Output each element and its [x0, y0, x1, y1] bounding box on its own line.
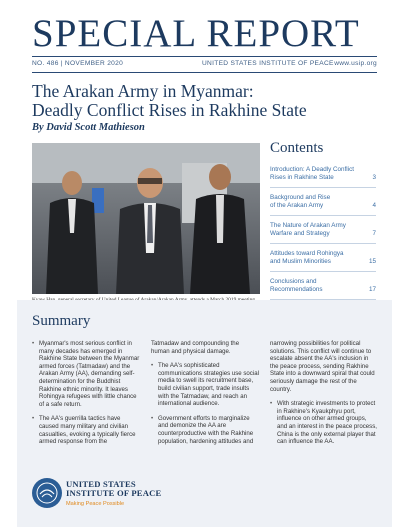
table-of-contents [270, 160, 376, 300]
summary-column-1 [32, 340, 140, 453]
globe-seal-icon [32, 478, 62, 508]
toc-item-conclusions[interactable] [270, 272, 376, 300]
title-line-2: Deadly Conflict Rises in Rakhine State [32, 100, 307, 120]
masthead: SPECIAL REPORT [32, 12, 360, 55]
toc-line-1: The Nature of Arakan Army [270, 222, 346, 229]
summary-bullet: • The AA's sophisticated communications strategies use social media to swell its recruitment base, build civilian support, trade insults with the Tatmadaw, and reach an international audience. [151, 362, 259, 408]
report-title [32, 82, 382, 120]
toc-line-2: Rises in Rakhine State [270, 174, 334, 181]
toc-line-1: Background and Rise [270, 194, 331, 201]
summary-continuation: narrowing possibilities for political solutions. This conflict will continue to escalate absent the AA's inclusion in the peace process, sending Rakhine State into a downward spiral that could seriously damage the rest of the country. [270, 340, 375, 393]
usip-logo [32, 476, 182, 512]
author: By David Scott Mathieson [32, 122, 145, 133]
meta-rule [32, 72, 377, 73]
logo-line-1: UNITED STATES [66, 479, 136, 489]
cover-photo [32, 143, 260, 294]
toc-page: 15 [368, 258, 376, 265]
logo-line-2: INSTITUTE OF PEACE [66, 488, 162, 498]
toc-item-introduction[interactable] [270, 160, 376, 188]
org-line: UNITED STATES INSTITUTE OF PEACE [202, 60, 334, 67]
logo-wordmark [66, 480, 161, 498]
contents-title: Contents [270, 140, 324, 156]
url-line[interactable]: www.usip.org [334, 60, 377, 67]
toc-page: 4 [372, 202, 376, 209]
summary-continuation: Tatmadaw and compounding the human and physical damage. [151, 340, 240, 355]
summary-column-3 [270, 340, 378, 453]
toc-item-background[interactable] [270, 188, 376, 216]
toc-page: 7 [372, 230, 376, 237]
summary-bullet: • Myanmar's most serious conflict in many decades has emerged in Rakhine State between the Myanmar armed forces (Tatmadaw) and the Arakan Army (AA), demanding self-determination for the Buddhist Rakhine ethnic minority. It leaves Rohingya refugees with little chance of a safe return. [32, 340, 140, 408]
summary-bullet: • With strategic investments to protect in Rakhine's Kyaukphyu port, influence on other armed groups, and an interest in the peace process, China is the only external player that can influence the AA. [270, 400, 378, 446]
toc-line-1: Attitudes toward Rohingya [270, 250, 344, 257]
title-line-1: The Arakan Army in Myanmar: [32, 81, 254, 101]
summary-panel [17, 300, 392, 527]
toc-line-2: of the Arakan Army [270, 202, 324, 209]
logo-tagline: Making Peace Possible [66, 501, 125, 507]
masthead-rule [32, 56, 377, 57]
toc-item-attitudes[interactable] [270, 244, 376, 272]
summary-title: Summary [32, 313, 91, 329]
issue-line: NO. 486 | NOVEMBER 2020 [32, 60, 124, 67]
toc-item-warfare[interactable] [270, 216, 376, 244]
summary-bullet: • Government efforts to marginalize and demonize the AA are counterproductive with the Rakhine population, hardening attitudes and [151, 415, 259, 445]
toc-line-1: Introduction: A Deadly Conflict [270, 166, 355, 173]
toc-line-2: and Muslim Minorities [270, 258, 331, 265]
toc-line-1: Conclusions and [270, 278, 317, 285]
toc-page: 17 [368, 286, 376, 293]
summary-bullet: • The AA's guerrilla tactics have caused many military and civilian casualties, evoking a typically fierce armed response from the [32, 415, 140, 445]
toc-line-2: Warfare and Strategy [270, 230, 330, 237]
toc-line-2: Recommendations [270, 286, 323, 293]
toc-page: 3 [372, 174, 376, 181]
summary-column-2 [151, 340, 259, 452]
